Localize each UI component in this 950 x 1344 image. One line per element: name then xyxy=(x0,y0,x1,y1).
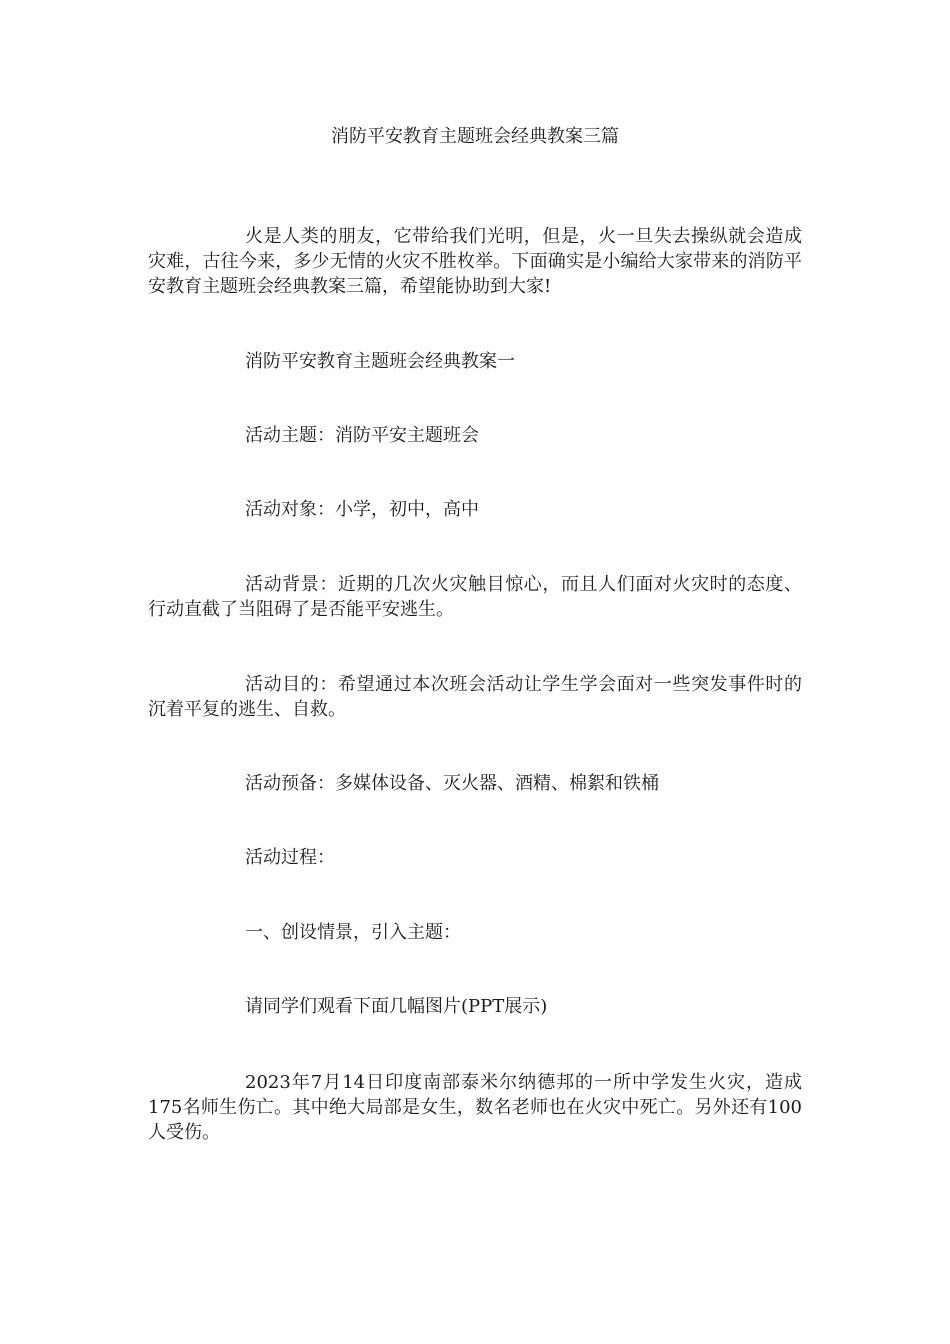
activity-process-heading: 活动过程： xyxy=(245,847,335,868)
activity-background-paragraph: 活动背景：近期的几次火灾触目惊心，而且人们面对火灾时的态度、行动直截了当阻碍了是否能平安逃生。 xyxy=(148,574,802,620)
section-heading-plan-one: 消防平安教育主题班会经典教案一 xyxy=(245,351,515,372)
activity-theme-paragraph: 活动主题：消防平安主题班会 xyxy=(245,425,479,446)
activity-goal-paragraph: 活动目的：希望通过本次班会活动让学生学会面对一些突发事件时的沉着平复的逃生、自救。 xyxy=(148,674,802,720)
fire-incident-paragraph: 2023年7月14日印度南部泰米尔纳德邦的一所中学发生火灾，造成175名师生伤亡。其中绝大局部是女生，数名老师也在火灾中死亡。另外还有100人受伤。 xyxy=(148,1072,802,1143)
document-title: 消防平安教育主题班会经典教案三篇 xyxy=(331,126,619,147)
activity-audience-paragraph: 活动对象：小学，初中，高中 xyxy=(245,499,479,520)
step-one-heading: 一、创设情景，引入主题： xyxy=(245,922,461,943)
intro-paragraph: 火是人类的朋友，它带给我们光明，但是，火一旦失去操纵就会造成灾难，古往今来，多少无情的火灾不胜枚举。下面确实是小编给大家带来的消防平安教育主题班会经典教案三篇，希望能协助到大家! xyxy=(148,226,802,297)
view-pictures-paragraph: 请同学们观看下面几幅图片(PPT展示) xyxy=(245,996,548,1017)
activity-preparation-paragraph: 活动预备：多媒体设备、灭火器、酒精、棉絮和铁桶 xyxy=(245,773,659,794)
